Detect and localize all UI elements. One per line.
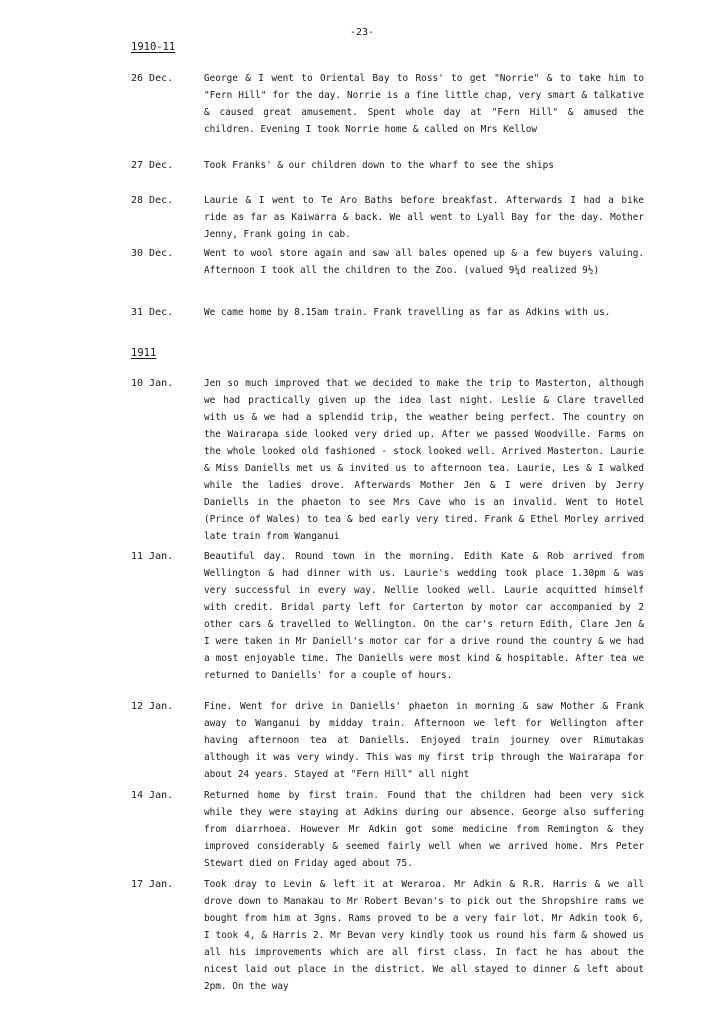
entry-date: 14 Jan.	[131, 790, 174, 801]
entry-text: Laurie & I went to Te Aro Baths before breakfast. Afterwards I had a bike ride as far as Kaiwarra & back. We all went to Lyall Bay for the day. Mother Jenny, Frank going in cab.	[204, 195, 644, 240]
entry-text: Went to wool store again and saw all bales opened up & a few buyers valuing. Afternoon I took all the children to the Zoo. (valued 9¼d realized 9½)	[204, 248, 644, 276]
entry-text: Returned home by first train. Found that the children had been very sick while they were staying at Adkins during our absence. George also suffering from diarrhoea. However Mr Adkin got some medicine from Remington & they improved considerably & seemed fairly well when we arrived home. Mrs Peter Stewart died on Friday aged about 75.	[204, 790, 644, 869]
entry-date: 10 Jan.	[131, 378, 174, 389]
entry-date: 17 Jan.	[131, 879, 174, 890]
section-heading: 1910-11	[131, 41, 176, 53]
entry-date: 11 Jan.	[131, 551, 174, 562]
section-heading: 1911	[131, 347, 157, 359]
entry-text: Jen so much improved that we decided to make the trip to Masterton, although we had practically given up the idea last night. Leslie & Clare travelled with us & we had a splendid trip, the weather being perfect. The country on the Wairarapa side looked very dried up. After we passed Woodville. Farms on the whole looked old fashioned - stock looked well. Arrived Masterton. Laurie & Miss Daniells met us & invited us to afternoon tea. Laurie, Les & I walked while the ladies drove. Afterwards Mother Jen & I were driven by Jerry Daniells in the phaeton to see Mrs Cave who is an invalid. Went to Hotel (Prince of Wales) to tea & bed early very tired. Frank & Ethel Morley arrived late train from Wanganui	[204, 378, 644, 542]
entry-date: 30 Dec.	[131, 248, 174, 259]
entry-text: Fine. Went for drive in Daniells' phaeton in morning & saw Mother & Frank away to Wanganui by midday train. Afternoon we left for Wellington after having afternoon tea at Daniells. Enjoyed train journey over Rimutakas although it was very windy. This was my first trip through the Wairarapa for about 24 years. Stayed at "Fern Hill" all night	[204, 701, 644, 780]
entry-date: 31 Dec.	[131, 307, 174, 318]
entry-date: 12 Jan.	[131, 701, 174, 712]
entry-text: Took dray to Levin & left it at Weraroa. Mr Adkin & R.R. Harris & we all drove down to Manakau to Mr Robert Bevan's to pick out the Shropshire rams we bought from him at 3gns. Rams proved to be a very fair lot. Mr Adkin took 6, I took 4, & Harris 2. Mr Bevan very kindly took us round his farm & showed us all his improvements which are all first class. In fact he has about the nicest laid out place in the district. We all stayed to dinner & left about 2pm. On the way	[204, 879, 644, 992]
entry-text: Beautiful day. Round town in the morning. Edith Kate & Rob arrived from Wellington & had dinner with us. Laurie's wedding took place 1.30pm & was very successful in every way. Nellie looked well. Laurie acquitted himself with credit. Bridal party left for Carterton by motor car accompanied by 2 other cars & travelled to Wellington. On the car's return Edith, Clare Jen & I were taken in Mr Daniell's motor car for a drive round the country & we had a most enjoyable time. The Daniells were most kind & hospitable. After tea we returned to Daniells' for a couple of hours.	[204, 551, 644, 681]
page-number: -23-	[349, 27, 375, 38]
entry-date: 27 Dec.	[131, 160, 174, 171]
entry-text: We came home by 8.15am train. Frank travelling as far as Adkins with us.	[204, 307, 611, 318]
entry-date: 26 Dec.	[131, 73, 174, 84]
entry-date: 28 Dec.	[131, 195, 174, 206]
entry-text: Took Franks' & our children down to the wharf to see the ships	[204, 160, 554, 171]
entry-text: George & I went to Oriental Bay to Ross' to get "Norrie" & to take him to "Fern Hill" for the day. Norrie is a fine little chap, very smart & talkative & caused great amusement. Spent whole day at "Fern Hill" & amused the children. Evening I took Norrie home & called on Mrs Kellow	[204, 73, 644, 135]
